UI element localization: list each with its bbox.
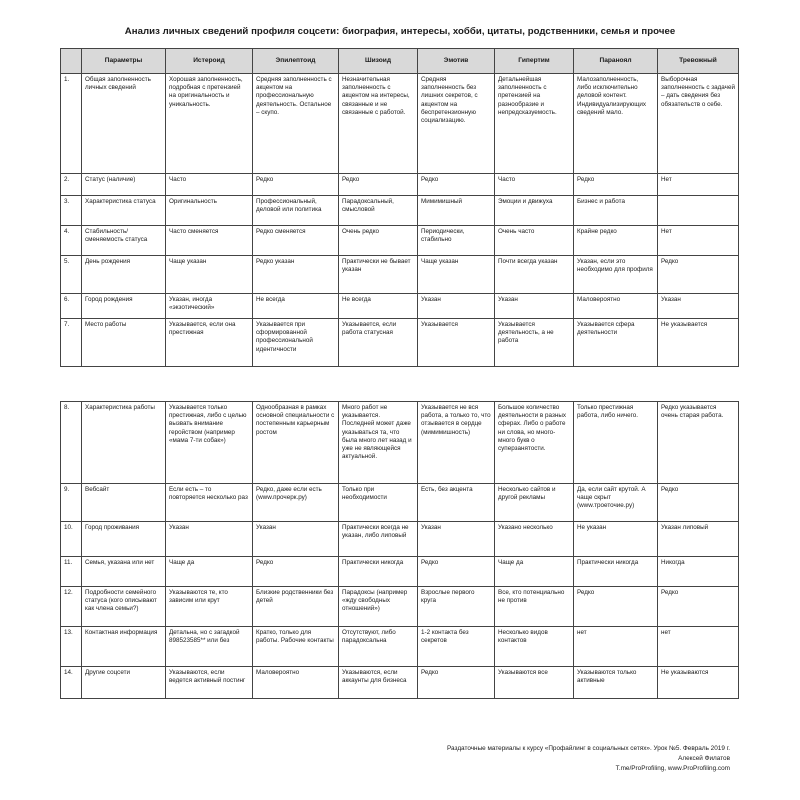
- row-number: 6.: [61, 294, 82, 319]
- table-cell: Практически никогда: [574, 557, 658, 587]
- table-cell: Чаще да: [166, 557, 253, 587]
- table-row: [61, 627, 739, 667]
- row-number: 9.: [61, 484, 82, 522]
- table-cell: Не всегда: [253, 294, 339, 319]
- table-cell: Маловероятно: [253, 667, 339, 699]
- row-number: 8.: [61, 402, 82, 484]
- table-cell: Редко: [658, 484, 739, 522]
- table-cell: Только престижная работа, либо ничего.: [574, 402, 658, 484]
- row-number: 5.: [61, 256, 82, 294]
- table-cell: Не указывается: [658, 319, 739, 367]
- table-cell: Нет: [658, 226, 739, 256]
- table-cell: Указан липовый: [658, 522, 739, 557]
- table-row: [61, 74, 739, 174]
- table-cell: Редко: [339, 174, 418, 196]
- parameter-name: Характеристика работы: [82, 402, 166, 484]
- table-cell: Хорошая заполненность, подробная с претензией на оригинальность и уникальность.: [166, 74, 253, 174]
- table-cell: Оригинальность: [166, 196, 253, 226]
- table-row: [61, 174, 739, 196]
- parameter-name: Общая заполненность личных сведений: [82, 74, 166, 174]
- table-cell: Средняя заполненность с акцентом на профессиональную деятельность. Остальное – скупо.: [253, 74, 339, 174]
- header-number: [61, 49, 82, 74]
- table-cell: Однообразная в рамках основной специальности с постепенным карьерным ростом: [253, 402, 339, 484]
- table-cell: Эмоции и движуха: [495, 196, 574, 226]
- table-cell: Есть, без акцента: [418, 484, 495, 522]
- table-cell: Часто сменяется: [166, 226, 253, 256]
- table-cell: Редко: [658, 256, 739, 294]
- header-cell: Эмотив: [418, 49, 495, 74]
- table-row: [61, 226, 739, 256]
- table-cell: Указывается деятельность, а не работа: [495, 319, 574, 367]
- table-cell: Указывается только престижная, либо с целью вызвать внимание геройством (например «мама 7-ти собак»): [166, 402, 253, 484]
- table-cell: Чаще указан: [166, 256, 253, 294]
- table-cell: Редко: [418, 667, 495, 699]
- table-cell: Указывается не вся работа, а только то, что отзывается в сердце (мимимишность): [418, 402, 495, 484]
- table-cell: Очень часто: [495, 226, 574, 256]
- header-cell: Шизоид: [339, 49, 418, 74]
- table-cell: Не указываются: [658, 667, 739, 699]
- parameter-name: Город рождения: [82, 294, 166, 319]
- table-cell: Никогда: [658, 557, 739, 587]
- parameter-name: Семья, указана или нет: [82, 557, 166, 587]
- table-cell: Чаще да: [495, 557, 574, 587]
- row-number: 7.: [61, 319, 82, 367]
- table-cell: Указывается при сформированной профессиональной идентичности: [253, 319, 339, 367]
- table-cell: Часто: [495, 174, 574, 196]
- table-cell: Редко сменяется: [253, 226, 339, 256]
- table-cell: Указываются все: [495, 667, 574, 699]
- table-cell: Указан: [418, 294, 495, 319]
- table-cell: Указываются, если аккаунты для бизнеса: [339, 667, 418, 699]
- table-cell: Нет: [658, 174, 739, 196]
- table-cell: Редко: [418, 557, 495, 587]
- table-row: [61, 667, 739, 699]
- table-cell: Не всегда: [339, 294, 418, 319]
- table-cell: Редко: [253, 557, 339, 587]
- table-cell: Да, если сайт крутой. А чаще скрыт (www.троеточие.ру): [574, 484, 658, 522]
- table-row: [61, 256, 739, 294]
- header-cell: Истероид: [166, 49, 253, 74]
- table-cell: Крайне редко: [574, 226, 658, 256]
- parameter-name: Город проживания: [82, 522, 166, 557]
- parameter-name: День рождения: [82, 256, 166, 294]
- table-row: [61, 484, 739, 522]
- table-cell: Указывается сфера деятельности: [574, 319, 658, 367]
- table-cell: Много работ не указывается. Последней может даже указываться та, что была много лет назад и уже не являющейся актуальной.: [339, 402, 418, 484]
- table-cell: Чаще указан: [418, 256, 495, 294]
- header-cell: Эпилептоид: [253, 49, 339, 74]
- table-cell: нет: [658, 627, 739, 667]
- table-cell: Близкие родственники без детей: [253, 587, 339, 627]
- table-cell: Детальна, но с загадкой 898523585** или без: [166, 627, 253, 667]
- table-cell: Указан: [166, 522, 253, 557]
- row-number: 12.: [61, 587, 82, 627]
- table-cell: Указывается, если работа статусная: [339, 319, 418, 367]
- table-cell: нет: [574, 627, 658, 667]
- table-cell: Отсутствуют, либо парадоксальна: [339, 627, 418, 667]
- table-row: [61, 587, 739, 627]
- table-cell: Взрослые первого круга: [418, 587, 495, 627]
- table-cell: Кратко, только для работы. Рабочие контакты: [253, 627, 339, 667]
- table-cell: Практически никогда: [339, 557, 418, 587]
- row-number: 11.: [61, 557, 82, 587]
- table-cell: Указан, если это необходимо для профиля: [574, 256, 658, 294]
- table-cell: Парадоксальный, смысловой: [339, 196, 418, 226]
- table-row: [61, 196, 739, 226]
- table-cell: Редко указан: [253, 256, 339, 294]
- table-cell: Парадоксы (например «жду свободных отношений»): [339, 587, 418, 627]
- table-cell: Несколько видов контактов: [495, 627, 574, 667]
- analysis-table-part-2: [60, 401, 739, 699]
- table-cell: [658, 196, 739, 226]
- table-cell: Часто: [166, 174, 253, 196]
- table-cell: Указывается: [418, 319, 495, 367]
- analysis-table-part-1: [60, 48, 739, 367]
- row-number: 3.: [61, 196, 82, 226]
- table-row: [61, 402, 739, 484]
- table-cell: Указан, иногда «экзотический»: [166, 294, 253, 319]
- row-number: 2.: [61, 174, 82, 196]
- table-cell: Указан: [418, 522, 495, 557]
- table-cell: Если есть – то повторяется несколько раз: [166, 484, 253, 522]
- table-cell: Указываются, если ведется активный постинг: [166, 667, 253, 699]
- parameter-name: Статус (наличие): [82, 174, 166, 196]
- parameter-name: Стабильность/ сменяемость статуса: [82, 226, 166, 256]
- parameter-name: Другие соцсети: [82, 667, 166, 699]
- table-cell: Все, кто потенциально не против: [495, 587, 574, 627]
- table-cell: Редко: [418, 174, 495, 196]
- table-cell: Только при необходимости: [339, 484, 418, 522]
- table-row: [61, 294, 739, 319]
- table-cell: Бизнес и работа: [574, 196, 658, 226]
- header-cell: Тревожный: [658, 49, 739, 74]
- table-cell: Указываются только активные: [574, 667, 658, 699]
- table-row: [61, 522, 739, 557]
- row-number: 10.: [61, 522, 82, 557]
- table-cell: Несколько сайтов и другой рекламы: [495, 484, 574, 522]
- table-cell: Указывается, если она престижная: [166, 319, 253, 367]
- table-cell: Почти всегда указан: [495, 256, 574, 294]
- header-cell: Параноял: [574, 49, 658, 74]
- table-row: [61, 319, 739, 367]
- table-cell: Редко: [574, 587, 658, 627]
- footer-links: T.me/ProProfiling, www.ProProfiling.com: [615, 764, 730, 772]
- table-cell: Указываются те, кто зависим или крут: [166, 587, 253, 627]
- row-number: 1.: [61, 74, 82, 174]
- table-cell: Редко: [253, 174, 339, 196]
- header-cell: Гипертим: [495, 49, 574, 74]
- document-title: Анализ личных сведений профиля соцсети: биография, интересы, хобби, цитаты, родственники, семья и прочее: [124, 26, 676, 37]
- table-row: [61, 557, 739, 587]
- table-cell: Редко: [658, 587, 739, 627]
- table-cell: Указан: [253, 522, 339, 557]
- table-cell: Детальнейшая заполненность с претензией на разнообразие и непредсказуемость.: [495, 74, 574, 174]
- table-cell: Выборочная заполненность с задачей – дать сведения без обязательств о себе.: [658, 74, 739, 174]
- table-header-row: [61, 49, 739, 74]
- parameter-name: Место работы: [82, 319, 166, 367]
- table-cell: Малозаполненность, либо исключительно деловой контент. Индивидуализирующих сведений мало.: [574, 74, 658, 174]
- table-cell: Редко, даже если есть (www.прочерк.ру): [253, 484, 339, 522]
- footer-course-line: Раздаточные материалы к курсу «Профайлинг в социальных сетях». Урок №5. Февраль 2019 г.: [447, 745, 730, 752]
- header-cell: Параметры: [82, 49, 166, 74]
- table-cell: Очень редко: [339, 226, 418, 256]
- table-cell: Указан: [658, 294, 739, 319]
- row-number: 4.: [61, 226, 82, 256]
- parameter-name: Контактная информация: [82, 627, 166, 667]
- table-cell: Практически всегда не указан, либо липовый: [339, 522, 418, 557]
- parameter-name: Характеристика статуса: [82, 196, 166, 226]
- table-cell: Указан: [495, 294, 574, 319]
- table-cell: Маловероятно: [574, 294, 658, 319]
- table-cell: Редко: [574, 174, 658, 196]
- table-cell: 1-2 контакта без секретов: [418, 627, 495, 667]
- table-cell: Редко указывается очень старая работа.: [658, 402, 739, 484]
- footer: [447, 744, 730, 773]
- table-cell: Средняя заполненность без лишних секретов, с акцентом на беспретензионную социализацию.: [418, 74, 495, 174]
- footer-author: Алексей Филатов: [678, 754, 730, 762]
- table-cell: Профессиональный, деловой или политика: [253, 196, 339, 226]
- table-cell: Мимимишный: [418, 196, 495, 226]
- table-cell: Практически не бывает указан: [339, 256, 418, 294]
- table-cell: Незначительная заполненность с акцентом на интересы, связанные и не связанные с работой.: [339, 74, 418, 174]
- row-number: 14.: [61, 667, 82, 699]
- table-cell: Не указан: [574, 522, 658, 557]
- table-cell: Периодически, стабильно: [418, 226, 495, 256]
- table-cell: Указано несколько: [495, 522, 574, 557]
- parameter-name: Вебсайт: [82, 484, 166, 522]
- table-cell: Большое количество деятельности в разных сферах. Либо о работе ни слова, но много-много букв о суперзанятости.: [495, 402, 574, 484]
- parameter-name: Подробности семейного статуса (кого описывают как члена семьи?): [82, 587, 166, 627]
- row-number: 13.: [61, 627, 82, 667]
